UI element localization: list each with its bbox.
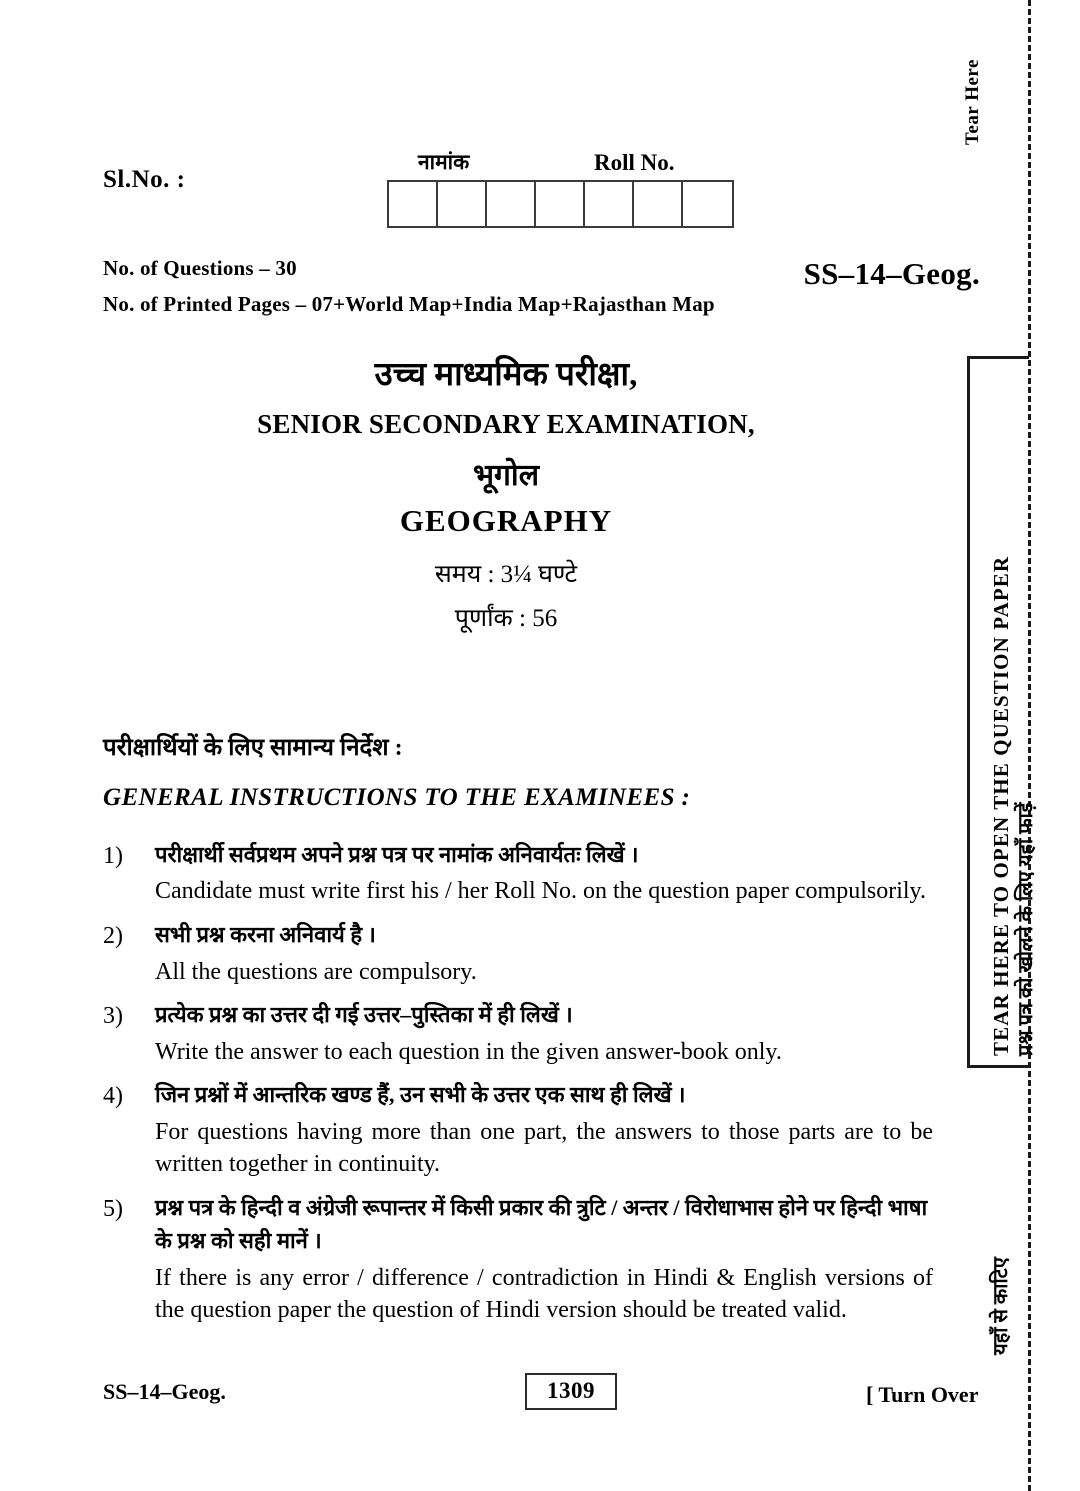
- roll-number-cell[interactable]: [634, 182, 683, 226]
- roll-number-cell[interactable]: [585, 182, 634, 226]
- footer-code-number: 1309: [525, 1373, 617, 1410]
- instruction-text-group: [155, 838, 933, 916]
- instruction-item: [103, 1191, 933, 1335]
- roll-number-cell[interactable]: [683, 182, 732, 226]
- roll-number-label-english: Roll No.: [594, 150, 675, 175]
- roll-number-label-hindi: नामांक: [418, 150, 470, 174]
- instruction-english: For questions having more than one part, the answers to those parts are to be written together in continuity.: [155, 1118, 933, 1178]
- roll-number-grid[interactable]: [387, 180, 734, 228]
- instruction-hindi: जिन प्रश्नों में आन्तरिक खण्ड हैं, उन सभी के उत्तर एक साथ ही लिखें ।: [155, 1082, 686, 1108]
- paper-code-header: SS–14–Geog.: [803, 256, 980, 291]
- instruction-hindi: प्रश्न पत्र के हिन्दी व अंग्रेजी रूपान्तर में किसी प्रकार की त्रुटि / अन्तर / विरोधाभास होने पर हिन्दी भाषा के प्रश्न को सही मानें ।: [155, 1194, 928, 1254]
- instruction-text-group: [155, 918, 933, 996]
- instruction-number: 4): [103, 1083, 123, 1110]
- subject-name-english: GEOGRAPHY: [399, 503, 613, 539]
- instruction-hindi: प्रत्येक प्रश्न का उत्तर दी गई उत्तर–पुस्तिका में ही लिखें ।: [155, 1002, 573, 1028]
- instructions-heading-hindi: परीक्षार्थियों के लिए सामान्य निर्देश :: [103, 735, 403, 761]
- roll-number-cell[interactable]: [536, 182, 585, 226]
- instruction-item: [103, 918, 933, 996]
- instruction-english: Write the answer to each question in the given answer-book only.: [155, 1038, 782, 1065]
- serial-number-label: Sl.No. :: [103, 166, 186, 193]
- roll-number-cell[interactable]: [487, 182, 536, 226]
- tear-instruction-english: TEAR HERE TO OPEN THE QUESTION PAPER: [989, 555, 1013, 1056]
- instruction-number: 3): [103, 1003, 123, 1030]
- instruction-number: 5): [103, 1195, 123, 1222]
- instruction-hindi: परीक्षार्थी सर्वप्रथम अपने प्रश्न पत्र पर नामांक अनिवार्यतः लिखें ।: [155, 842, 639, 867]
- number-of-printed-pages: No. of Printed Pages – 07+World Map+India Map+Rajasthan Map: [103, 292, 715, 316]
- roll-number-cell[interactable]: [389, 182, 438, 226]
- footer-paper-code: SS–14–Geog.: [103, 1379, 226, 1404]
- instruction-hindi: सभी प्रश्न करना अनिवार्य है ।: [155, 922, 376, 948]
- exam-name-english: SENIOR SECONDARY EXAMINATION,: [257, 409, 755, 440]
- instruction-english: All the questions are compulsory.: [155, 958, 477, 985]
- instruction-number: 1): [103, 843, 123, 869]
- footer-turn-over: [ Turn Over: [866, 1382, 979, 1407]
- instruction-item: [103, 1078, 933, 1189]
- exam-name-hindi: उच्च माध्यमिक परीक्षा,: [374, 357, 638, 393]
- title-block: [103, 355, 909, 634]
- cut-here-bottom-label: यहाँ से काटिए: [990, 1257, 1012, 1355]
- roll-number-cell[interactable]: [438, 182, 487, 226]
- instruction-english: If there is any error / difference / contradiction in Hindi & English versions of the question paper the question of Hindi version should be treated valid.: [155, 1264, 933, 1324]
- instruction-text-group: [155, 1191, 933, 1335]
- instruction-english: Candidate must write first his / her Roll No. on the question paper compulsorily.: [155, 878, 926, 905]
- tear-here-top-label: Tear Here: [962, 59, 983, 145]
- tear-strip-text-group: [967, 356, 1037, 1068]
- exam-duration: समय : 3¼ घण्टे: [434, 561, 578, 589]
- instruction-number: 2): [103, 923, 123, 950]
- tear-instruction-hindi: प्रश्न पत्र को खोलने के लिए यहाँ फाड़ें: [1015, 802, 1037, 1056]
- instructions-list: [103, 838, 933, 1337]
- maximum-marks: पूर्णांक : 56: [454, 605, 558, 633]
- instructions-heading-english: GENERAL INSTRUCTIONS TO THE EXAMINEES :: [103, 784, 691, 811]
- number-of-questions: No. of Questions – 30: [103, 256, 297, 280]
- instruction-item: [103, 838, 933, 916]
- instruction-text-group: [155, 1078, 933, 1189]
- instruction-item: [103, 998, 933, 1076]
- instruction-text-group: [155, 998, 933, 1076]
- subject-name-hindi: भूगोल: [472, 459, 540, 493]
